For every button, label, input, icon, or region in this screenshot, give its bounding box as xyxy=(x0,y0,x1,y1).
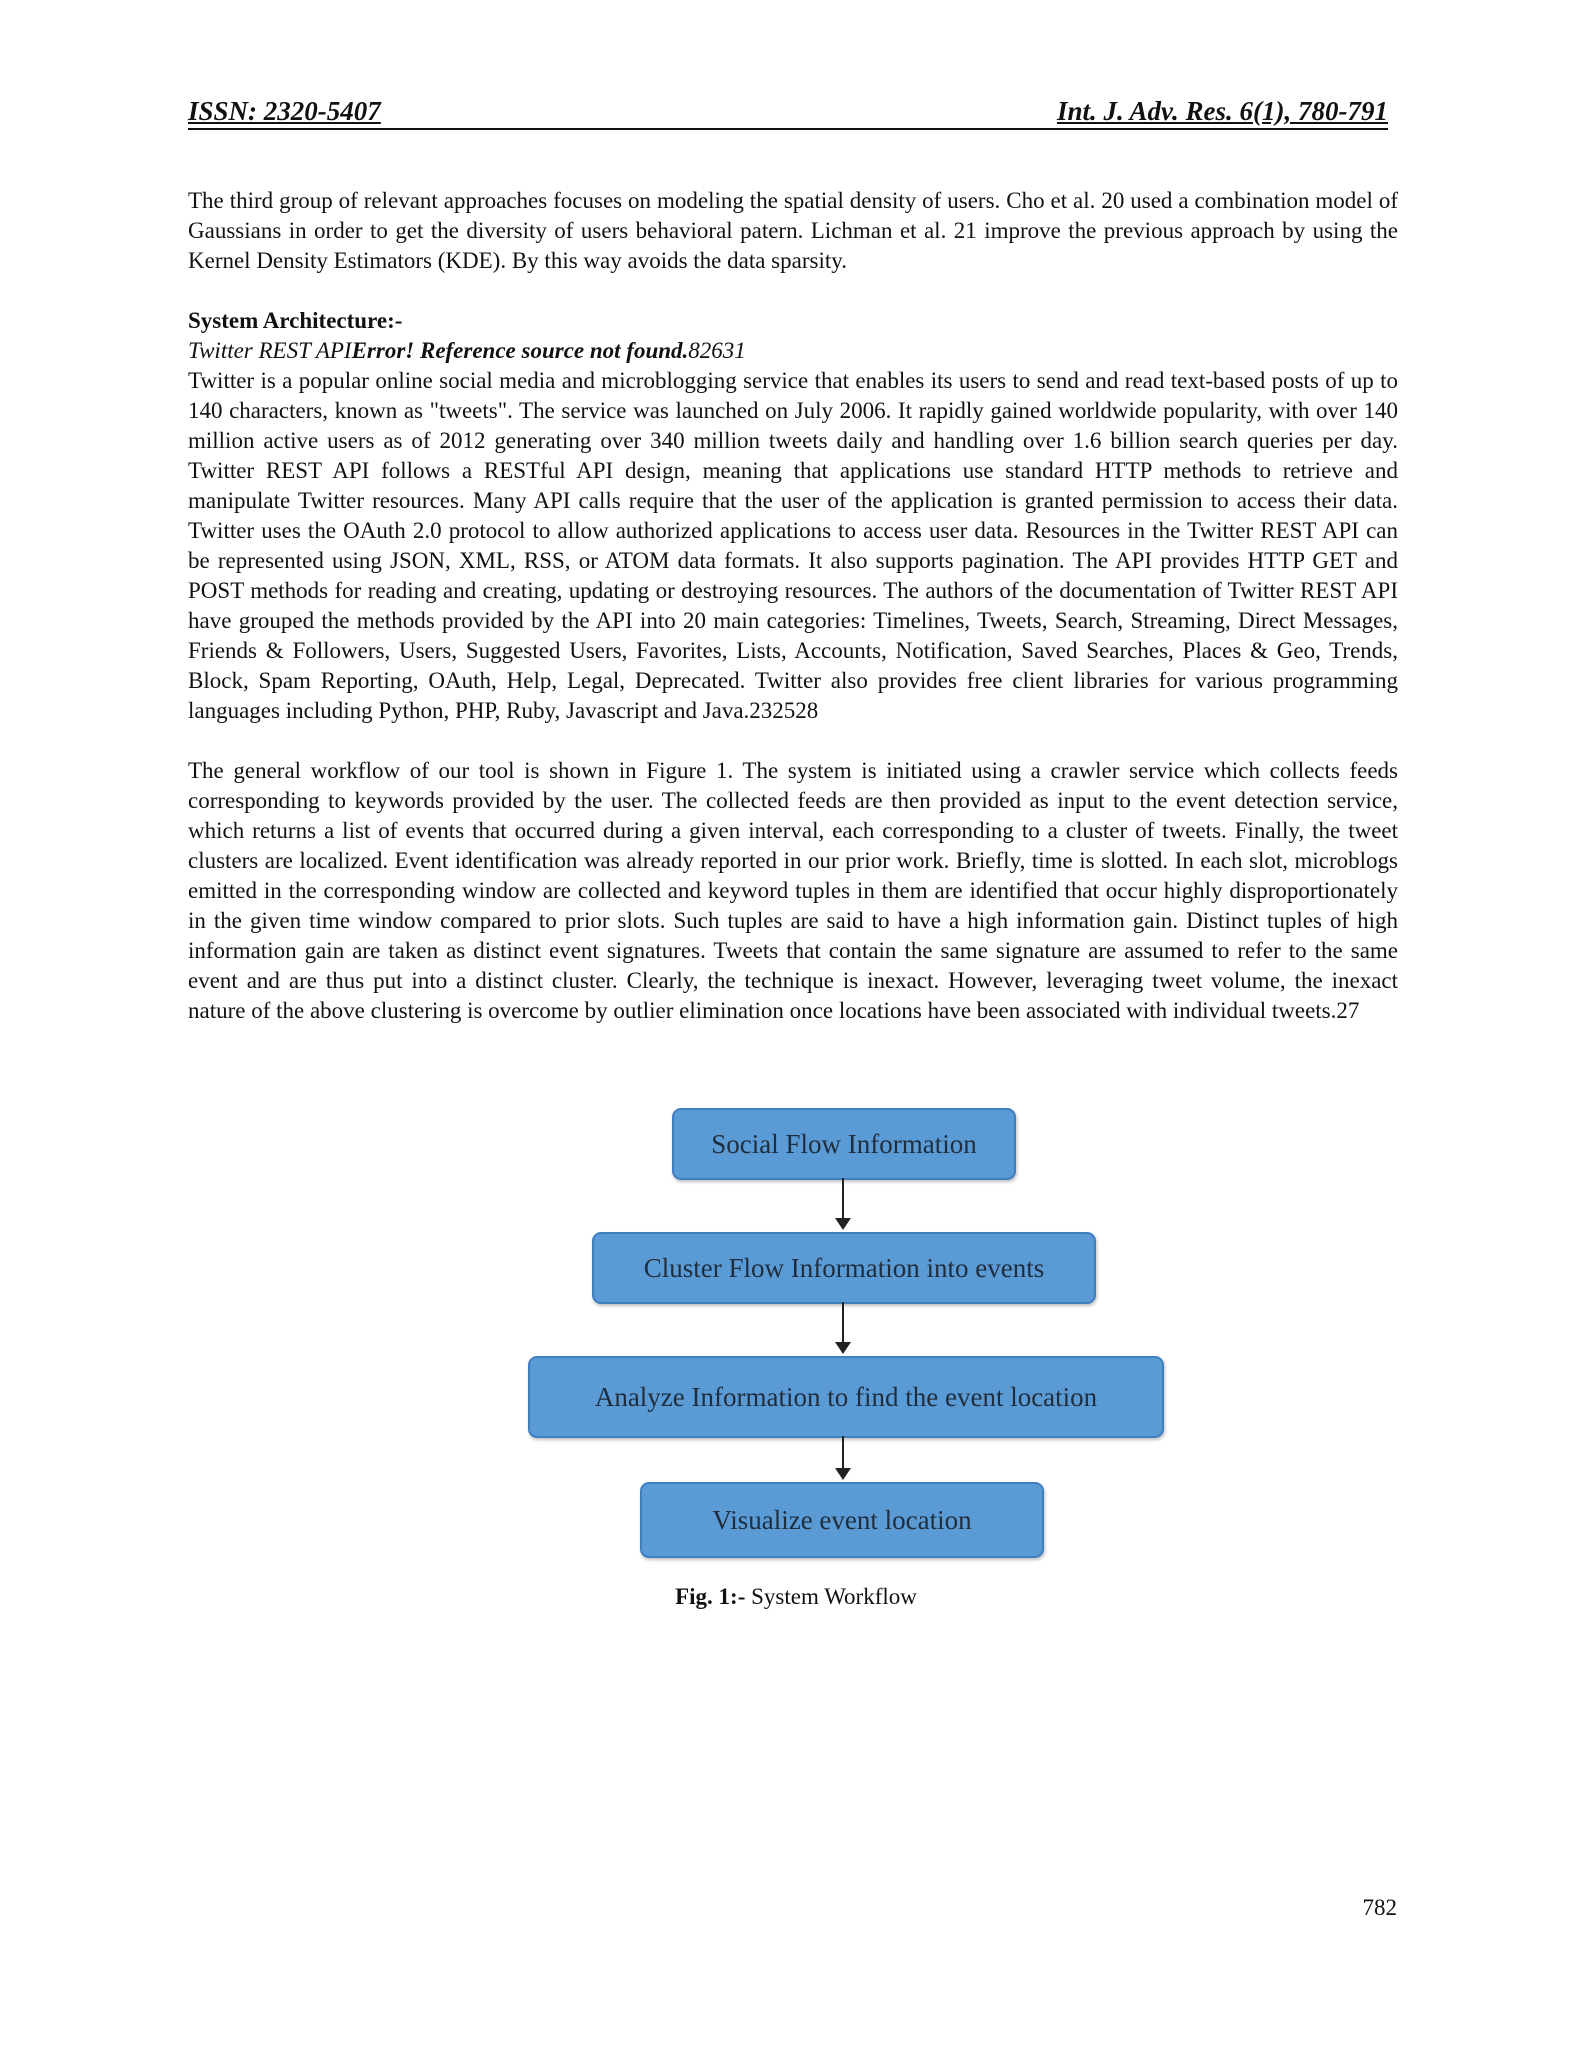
flow-step-visualize: Visualize event location xyxy=(640,1482,1044,1558)
subheading-suffix: 82631 xyxy=(688,338,746,363)
section-heading: System Architecture:- xyxy=(188,308,403,333)
workflow-figure xyxy=(0,1100,1592,1620)
caption-label: Fig. 1:- xyxy=(675,1584,746,1609)
page-number: 782 xyxy=(1362,1895,1397,1920)
subheading-twitter-api xyxy=(188,336,1398,366)
paragraph-twitter-api: Twitter is a popular online social media and microblogging service that enables its users to send and read text-based posts of up to 140 characters, known as "tweets". The service was launched on July 2006. It rapidly gained worldwide popularity, with over 140 million active users as of 2012 generating over 340 million tweets daily and handling over 1.6 billion search queries per day. Twitter REST API follows a RESTful API design, meaning that applications use standard HTTP methods to retrieve and manipulate Twitter resources. Many API calls require that the user of the application is granted permission to access their data. Twitter uses the OAuth 2.0 protocol to allow authorized applications to access user data. Resources in the Twitter REST API can be represented using JSON, XML, RSS, or ATOM data formats. It also supports pagination. The API provides HTTP GET and POST methods for reading and creating, updating or destroying resources. The authors of the documentation of Twitter REST API have grouped the methods provided by the API into 20 main categories: Timelines, Tweets, Search, Streaming, Direct Messages, Friends & Followers, Users, Suggested Users, Favorites, Lists, Accounts, Notification, Saved Searches, Places & Geo, Trends, Block, Spam Reporting, OAuth, Help, Legal, Deprecated. Twitter also provides free client libraries for various programming languages including Python, PHP, Ruby, Javascript and Java.232528 xyxy=(188,368,1398,723)
arrow-down-icon xyxy=(842,1302,844,1352)
flow-step-cluster: Cluster Flow Information into events xyxy=(592,1232,1096,1304)
page-header xyxy=(188,94,1388,130)
caption-text: System Workflow xyxy=(745,1584,917,1609)
flow-step-social-flow: Social Flow Information xyxy=(672,1108,1016,1180)
paragraph-workflow: The general workflow of our tool is shown in Figure 1. The system is initiated using a crawler service which collects feeds corresponding to keywords provided by the user. The collected feeds are then provided as input to the event detection service, which returns a list of events that occurred during a given interval, each corresponding to a cluster of tweets. Finally, the tweet clusters are localized. Event identification was already reported in our prior work. Briefly, time is slotted. In each slot, microblogs emitted in the corresponding window are collected and keyword tuples in them are identified that occur highly disproportionately in the given time window compared to prior slots. Such tuples are said to have a high information gain. Distinct tuples of high information gain are taken as distinct event signatures. Tweets that contain the same signature are assumed to refer to the same event and are thus put into a distinct cluster. Clearly, the technique is inexact. However, leveraging tweet volume, the inexact nature of the above clustering is overcome by outlier elimination once locations have been associated with individual tweets.27 xyxy=(188,758,1398,1023)
article-body xyxy=(188,186,1398,1026)
subheading-prefix: Twitter REST API xyxy=(188,338,352,363)
figure-caption xyxy=(0,1584,1592,1610)
reference-error: Error! Reference source not found. xyxy=(351,338,689,363)
issn-label: ISSN: 2320-5407 xyxy=(188,96,381,126)
arrow-down-icon xyxy=(842,1436,844,1478)
journal-citation: Int. J. Adv. Res. 6(1), 780-791 xyxy=(1057,96,1388,126)
arrow-down-icon xyxy=(842,1178,844,1228)
flow-step-analyze: Analyze Information to find the event location xyxy=(528,1356,1164,1438)
paragraph-spatial-density: The third group of relevant approaches focuses on modeling the spatial density of users. Cho et al. 20 used a combination model of Gaussians in order to get the diversity of users behavioral patern. Lichman et al. 21 improve the previous approach by using the Kernel Density Estimators (KDE). By this way avoids the data sparsity. xyxy=(188,188,1398,273)
